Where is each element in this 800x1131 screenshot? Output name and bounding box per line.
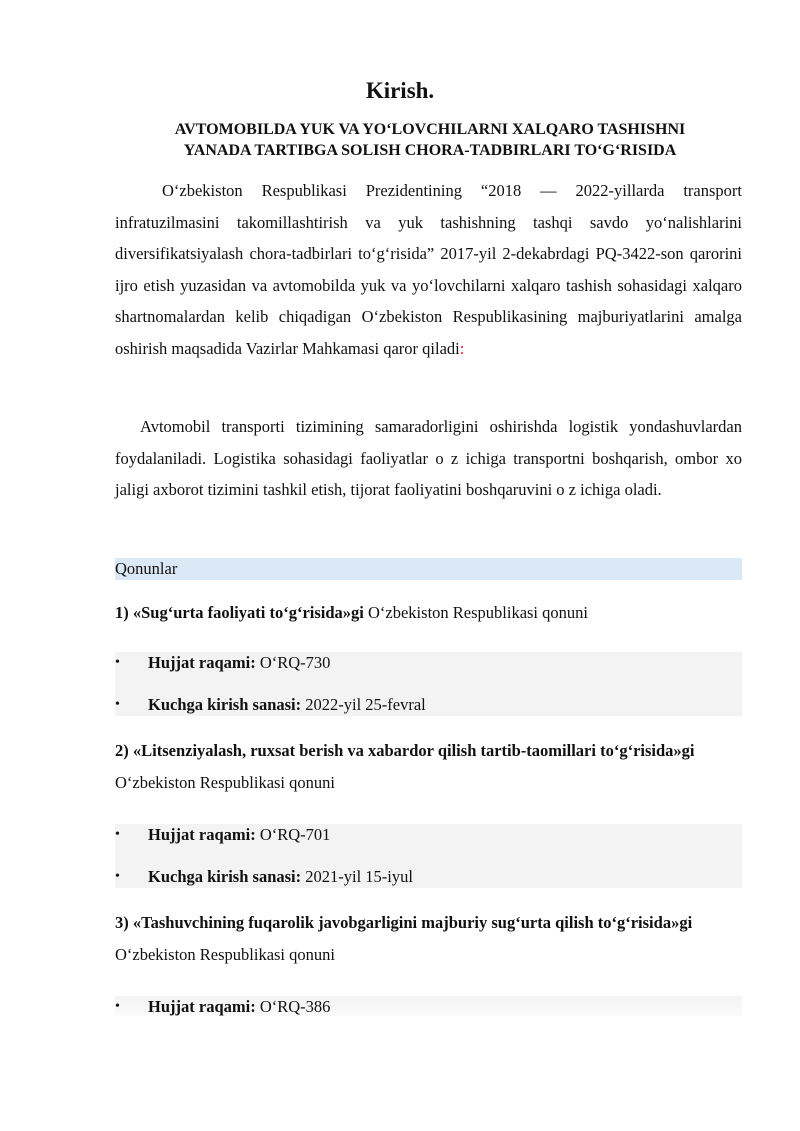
bullet-icon: • [115, 827, 120, 842]
subtitle-line-2: YANADA TARTIBGA SOLISH CHORA-TADBIRLARI TO‘G‘RISIDA [183, 142, 677, 159]
law-2-number-label: Hujjat raqami: [148, 825, 256, 844]
law-title-1-rest: O‘zbekiston Respublikasi qonuni [368, 603, 588, 622]
law-title-3-bold: 3) «Tashuvchining fuqarolik javobgarligini majburiy sug‘urta qilish to‘g‘risida»gi [115, 913, 693, 932]
bullet-icon: • [115, 999, 120, 1014]
logistics-paragraph: Avtomobil transporti tizimining samaradorligini oshirishda logistik yondashuvlardan foydalaniladi. Logistika sohasidagi faoliyatlar o z ichiga transportni boshqarish, ombor xo jaligi axborot tizimini tashkil etish, tijorat faoliyatini boshqaruvini o z ichiga oladi. [115, 417, 742, 499]
law-3-number-value: O‘RQ-386 [259, 997, 331, 1016]
law-1-date-value: 2022-yil 25-fevral [305, 695, 426, 714]
bullet-icon: • [115, 655, 120, 670]
page-title: Kirish. [365, 78, 435, 103]
law-title-3 [115, 907, 742, 970]
law-2-date-label: Kuchga kirish sanasi: [148, 867, 302, 886]
section-highlight [115, 558, 742, 580]
law-details-3 [115, 996, 742, 1016]
law-title-2-bold: 2) «Litsenziyalash, ruxsat berish va xabardor qilish tartib-taomillari to‘g‘risida»gi [115, 741, 695, 760]
intro-paragraph-colon: : [459, 338, 465, 358]
law-1-number-value: O‘RQ-730 [259, 653, 331, 672]
subtitle-line-1: AVTOMOBILDA YUK VA YO‘LOVCHILARNI XALQARO TASHISHNI [174, 121, 686, 138]
law-title-1-bold: 1) «Sug‘urta faoliyati to‘g‘risida»gi [115, 603, 364, 622]
law-3-number-label: Hujjat raqami: [148, 997, 256, 1016]
law-1-number-label: Hujjat raqami: [148, 653, 256, 672]
law-title-3-rest: O‘zbekiston Respublikasi qonuni [115, 944, 335, 964]
intro-paragraph-text: O‘zbekiston Respublikasi Prezidentining “2018 — 2022-yillarda transport infratuzilmasini takomillashtirish va yuk tashishning tashqi savdo yo‘nalishlarini diversifikatsiyalash chora-tadbirlari to‘g‘risida” 2017-yil 2-dekabrdagi PQ-3422-son qarorini ijro etish yuzasidan va avtomobilda yuk va yo‘lovchilarni xalqaro tashish sohasidagi xalqaro shartnomalardan kelib chiqadigan O‘zbekiston Respublikasining majburiyatlarini amalga oshirish maqsadida Vazirlar Mahkamasi qaror qiladi [115, 181, 742, 358]
law-title-1 [115, 597, 742, 629]
law-title-2-rest: O‘zbekiston Respublikasi qonuni [115, 772, 335, 792]
law-title-2 [115, 735, 742, 798]
section-heading-laws: Qonunlar [115, 559, 178, 578]
law-2-date-value: 2021-yil 15-iyul [305, 867, 413, 886]
intro-paragraph [115, 175, 742, 364]
law-details-2 [115, 824, 742, 888]
bullet-icon: • [115, 869, 120, 884]
bullet-icon: • [115, 697, 120, 712]
law-1-date-label: Kuchga kirish sanasi: [148, 695, 302, 714]
law-2-number-value: O‘RQ-701 [259, 825, 331, 844]
document-subtitle [110, 119, 750, 161]
law-details-1 [115, 652, 742, 716]
